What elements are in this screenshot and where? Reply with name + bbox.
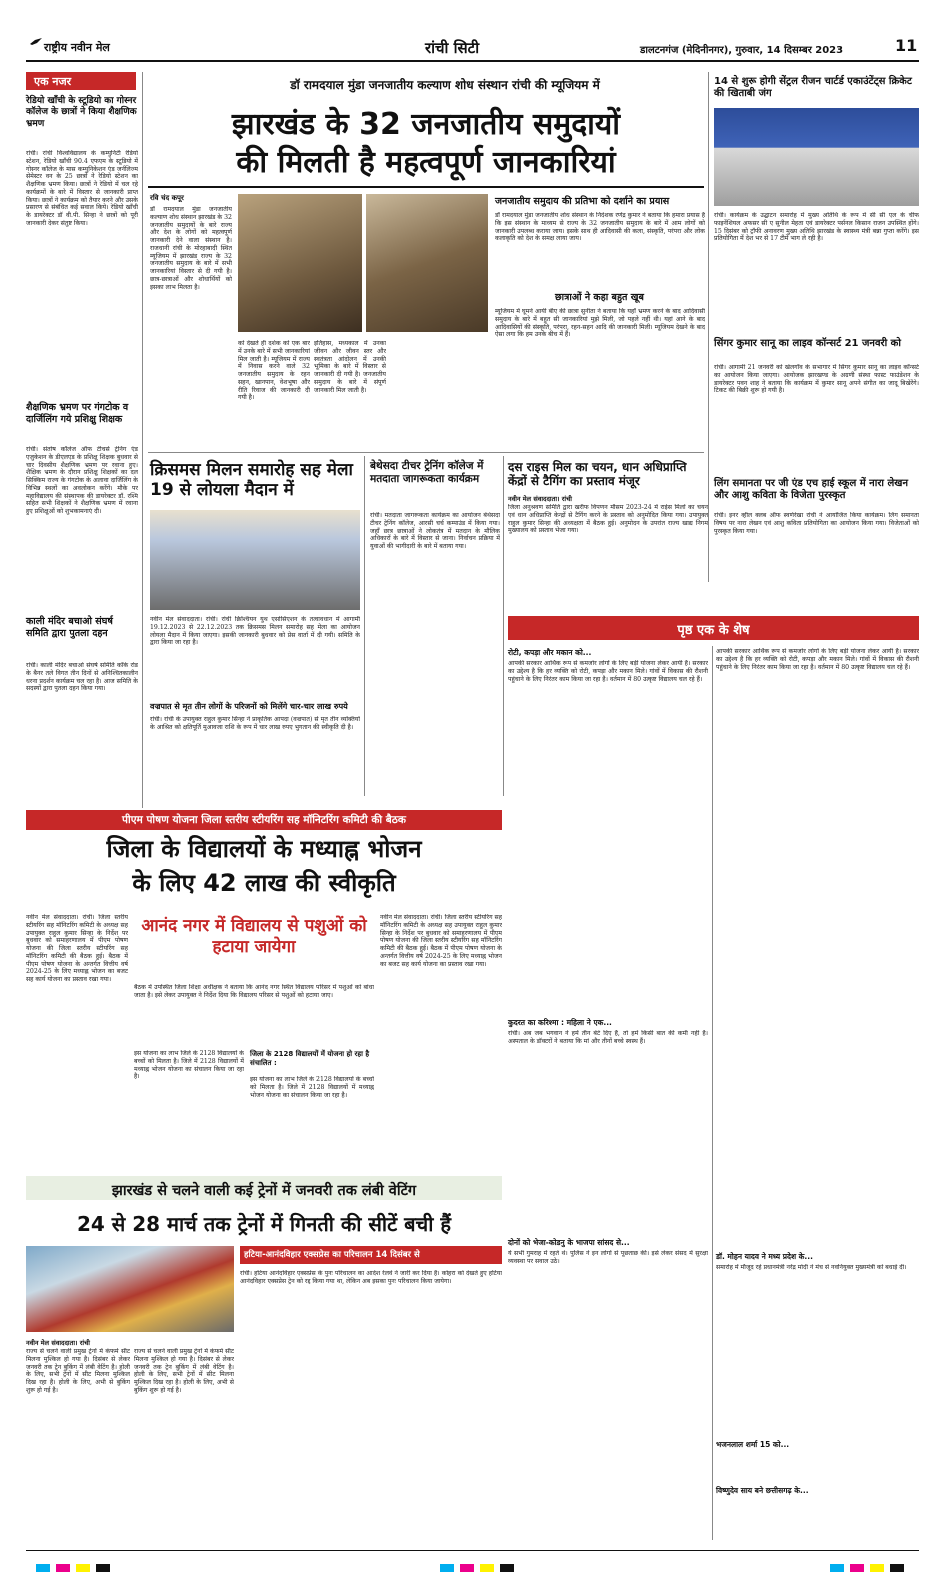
main-headline-line1: झारखंड के 32 जनजातीय समुदायों	[231, 107, 621, 142]
press-conference-photo	[714, 108, 919, 206]
main-sub2: छात्राओं ने कहा बहुत खूब	[555, 292, 644, 303]
dhan-byline: नवीन मेल संवाददाता। रांची	[508, 495, 572, 503]
main-headline-line2: की मिलती है महत्वपूर्ण जानकारियां	[236, 145, 616, 180]
main-body-col3: इतिहास, मध्यकाल में उनका जीवन और जीवन स्तर और स्वतंत्रता आंदोलन में उनकी भूमिका के बारे में विस्तार से जानकारी दी गयी है। जनजातीय समुदाय के बारे में संपूर्ण जानकारी मिल जाती है।	[314, 340, 386, 394]
pm-poshan-body3: इस योजना का लाभ जिले के 2128 विद्यालयों के बच्चों को मिलता है। जिले में 2128 विद्यालयों में मध्याह्न भोजन योजना का संचालन किया जा रहा है।	[250, 1076, 374, 1099]
vajrapat-headline: वज्रपात से मृत तीन लोगों के परिजनों को मिलेंगे चार-चार लाख रुपये	[150, 702, 348, 711]
bethesda-headline: बेथेसदा टीचर ट्रेनिंग कॉलेज में मतदाता जागरूकता कार्यक्रम	[370, 460, 484, 486]
prishth-col2-body: आपकी सरकार आर्थिक रूप से कमजोर लोगों के लिए बड़ी योजना लेकर आयी है। सरकार का उद्देश्य है कि हर व्यक्ति को रोटी, कपड़ा और मकान मिले। गांवों में विकास की रौशनी पहुंचाने के लिए निरंतर काम किया जा रहा है। वर्तमान में 80 उत्कृष्ट विद्यालय चल रहे हैं।	[716, 648, 919, 671]
column-divider	[503, 456, 504, 796]
prishth-label: पृष्ठ एक के शेष	[508, 616, 919, 640]
page-number: 11	[895, 36, 918, 55]
print-color-strip-right	[830, 1557, 910, 1573]
anand-nagar-headline: आनंद नगर में विद्यालय से पशुओं को हटाया जायेगा	[141, 916, 367, 958]
main-sub2-body: म्यूजियम में घूमने आयी बीए की छात्रा सुनीता ने बताया कि यहाँ भ्रमण करने के बाद आदिवासी समुदाय के बारे में बहुत सी जानकारियां मुझे मिली, जो पहले नहीं थी। यहां आने के बाद आदिवासियों की संस्कृति, परंपरा, रहन-सहन आदि की जानकारी मिली। म्यूजियम देखने के बाद ऐसा लगा कि हम उनके बीच में हैं।	[495, 308, 705, 339]
pm-poshan-body: नवीन मेल संवाददाता। रांची। जिला स्तरीय स्टीयरिंग सह मॉनिटरिंग कमिटी के अध्यक्ष सह उपायुक्त राहुल कुमार सिन्हा के निर्देश पर बुधवार को समाहरणालय में पीएम पोषण योजना की जिला स्तरीय स्टीयरिंग सह मॉनिटरिंग कमिटी की बैठक हुई। बैठक में पीएम पोषण योजना के अन्तर्गत वित्तीय वर्ष 2024-25 के लिए मध्याह्न भोजन का बजट सह कार्य योजना का प्रस्ताव रखा गया।	[26, 914, 128, 983]
column-divider-right	[708, 72, 709, 582]
footer-rule	[26, 1550, 919, 1551]
train-headline-line2: 24 से 28 मार्च तक ट्रेनों में गिनती की सीटें बची हैं	[76, 1212, 452, 1236]
column-divider	[142, 72, 143, 808]
section-title: रांची सिटी	[425, 39, 480, 57]
tribal-model-photo	[366, 194, 488, 332]
pm-poshan-sub: जिला के 2128 विद्यालयों में योजना हो रहा है संचालित :	[250, 1050, 370, 1068]
dhan-headline: दस राइस मिल का चयन, धान अधिप्राप्ति केंद्रों से टैगिंग का प्रस्ताव मंजूर	[508, 460, 687, 489]
prishth-item3-body: ये सभी गुमराह में रहते थे। पुलिस ने इन लोगों से पूछताछ की। इसे लेकर संसद में सुरक्षा व्यवस्था पर सवाल उठे।	[508, 1250, 708, 1265]
pm-poshan-headline-line2: के लिए 42 लाख की स्वीकृति	[132, 869, 396, 897]
headline-rule	[148, 186, 704, 188]
kumar-sanu-headline: सिंगर कुमार सानू का लाइव कॉन्सर्ट 21 जनवरी को	[714, 338, 901, 349]
prishth-item2-body: रांची। अब जब भगवान ने हमें तीन बेटे दिए हैं, तो हमें किसी बात की कमी नहीं है। अस्पताल के डॉक्टरों ने बताया कि मां और तीनों बच्चे स्वस्थ हैं।	[508, 1030, 708, 1045]
ek-nazar-item2-title: शैक्षणिक भ्रमण पर गंगटोक व दार्जिलिंग गये प्रशिक्षु शिक्षक	[26, 402, 129, 425]
story-divider	[148, 452, 704, 453]
train-sub: हटिया-आनंदविहार एक्सप्रेस का परिचालन 14 दिसंबर से	[240, 1246, 502, 1264]
prishth-item4-title: डॉ. मोहन यादव ने मध्य प्रदेश के...	[716, 1252, 813, 1261]
pm-poshan-headline-line1: जिला के विद्यालयों के मध्याह्न भोजन	[106, 835, 422, 863]
pm-poshan-body2: इस योजना का लाभ जिले के 2128 विद्यालयों के बच्चों को मिलता है। जिले में 2128 विद्यालयों में मध्याह्न भोजन योजना का संचालन किया जा रहा है।	[134, 1050, 244, 1081]
train-photo	[26, 1246, 234, 1332]
museum-photo	[238, 194, 362, 332]
ek-nazar-item3-title: काली मंदिर बचाओ संघर्ष समिति द्वारा पुतला दहन	[26, 616, 113, 639]
prishth-item2-title: कुदरत का करिश्मा : महिला ने एक...	[508, 1018, 612, 1027]
train-body-col2: राज्य से चलने वाली प्रमुख ट्रेनों में कंफर्म सीट मिलना मुश्किल हो गया है। दिसंबर से लेकर जनवरी तक ट्रेन बुकिंग में लंबी वेटिंग है। होली के लिए, सभी ट्रेनों में सीट मिलना मुश्किल दिख रहा है। होली के लिए, अभी से बुकिंग शुरू हो गई है।	[134, 1348, 234, 1394]
cricket-headline: 14 से शुरू होगी सेंट्रल रीजन चार्टर्ड एकाउंटेंट्स क्रिकेट की खिताबी जंग	[714, 76, 912, 99]
dhan-body: जिला अनुश्रवण समिति द्वारा खरीफ विपणन मौसम 2023-24 में राईस मिलों का चयन एवं धान अधिप्राप्ति केन्द्रों से टैगिंग करने के प्रस्ताव को अनुमोदित किया गया। उपायुक्त राहुल कुमार सिन्हा की अध्यक्षता में बैठक हुई। अनुमोदन के उपरांत राज्य खाद्य निगम मुख्यालय को प्रस्ताव भेजा गया।	[508, 504, 708, 535]
main-byline: रवि चंद कपूर	[150, 194, 184, 202]
dateline: डालटनगंज (मेदिनीनगर), गुरुवार, 14 दिसम्बर 2023	[640, 45, 844, 56]
masthead: राष्ट्रीय नवीन मेल	[44, 41, 110, 54]
christmas-press-photo	[150, 510, 360, 610]
main-body-col2: को देखते ही दर्शक को एक बार में उनके बारे में सभी जानकारियां मिल जाती है। म्यूजियम में राज्य में निवास करने वाले 32 जनजातीय समुदाय के रहन सहन, खानपान, वेशभूषा और रीति रिवाज की जानकारी दी गयी है।	[238, 340, 310, 402]
gender-equality-body: रांची। इनर व्हील क्लब ऑफ स्वर्णरेखा रांची ने आयोजित किया कार्यक्रम। लिंग समानता विषय पर नारा लेखन एवं आशु कविता प्रतियोगिता का आयोजन किया गया। विजेताओं को पुरस्कृत किया गया।	[714, 512, 919, 535]
prishth-item3-title: दोनों को भेजा-कोडनु के भाजपा सांसद से...	[508, 1238, 630, 1247]
main-body-col1: डॉ रामदयाल मुंडा जनजातीय कल्याण शोध संस्थान झारखंड के 32 जनजातीय समुदायों के बारे राज्य और देश के लोगों को महत्वपूर्ण जानकारी देने वाला संस्थान है। राजधानी रांची के मोरहाबादी स्थित म्यूजियम में झारखंड राज्य के 32 जनजातीय समुदाय के बारे में सभी जानकारियां विस्तार से दी गयी है। छात्र-छात्राओं और शोधार्थियों को इसका लाभ मिलता है।	[150, 206, 232, 291]
train-body: राज्य से चलने वाली प्रमुख ट्रेनों में कंफर्म सीट मिलना मुश्किल हो गया है। दिसंबर से लेकर जनवरी तक ट्रेन बुकिंग में लंबी वेटिंग है। होली के लिए, सभी ट्रेनों में सीट मिलना मुश्किल दिख रहा है। होली के लिए, अभी से बुकिंग शुरू हो गई है।	[26, 1348, 130, 1394]
pm-poshan-bar: पीएम पोषण योजना जिला स्तरीय स्टीयरिंग सह मॉनिटरिंग कमिटी की बैठक	[26, 810, 502, 830]
prishth-item1-body: आपकी सरकार आर्थिक रूप से कमजोर लोगों के लिए बड़ी योजना लेकर आयी है। सरकार का उद्देश्य है कि हर व्यक्ति को रोटी, कपड़ा और मकान मिले। गांवों में विकास की रौशनी पहुंचाने के लिए निरंतर काम किया जा रहा है। वर्तमान में 80 उत्कृष्ट विद्यालय चल रहे हैं।	[508, 660, 708, 683]
prishth-item6-title: विष्णुदेव साय बने छत्तीसगढ़ के...	[716, 1486, 809, 1495]
anand-nagar-body: बैठक में उपस्थित जिला शिक्षा अधीक्षक ने बताया कि आनंद नगर स्थित विद्यालय परिसर में पशुओं को बांधा जाता है। इसे लेकर उपायुक्त ने निर्देश दिया कि विद्यालय परिसर से पशुओं को हटाया जाए।	[134, 984, 374, 999]
ek-nazar-item1-title: रेडियो खाँची के स्टूडियो का गोस्नर कॉलेज के छात्रों ने किया शैक्षणिक भ्रमण	[26, 96, 137, 129]
print-color-strip-center	[440, 1557, 520, 1573]
pm-poshan-body4: नवीन मेल संवाददाता। रांची। जिला स्तरीय स्टीयरिंग सह मॉनिटरिंग कमिटी के अध्यक्ष सह उपायुक्त राहुल कुमार सिन्हा के निर्देश पर बुधवार को समाहरणालय में पीएम पोषण योजना की जिला स्तरीय स्टीयरिंग सह मॉनिटरिंग कमिटी की बैठक हुई। बैठक में पीएम पोषण योजना के अन्तर्गत वित्तीय वर्ष 2024-25 के लिए मध्याह्न भोजन का बजट सह कार्य योजना का प्रस्ताव रखा गया।	[380, 914, 502, 968]
prishth-item1-title: रोटी, कपड़ा और मकान को...	[508, 648, 592, 657]
ek-nazar-item2-body: रांची। संतोष कॉलेज ऑफ टीचर्स ट्रेनिंग एंड एजुकेशन के डीएलएड के प्रशिक्षु शिक्षक बुधवार से चार दिवसीय शैक्षणिक भ्रमण पर रवाना हुए। शैक्षिक भ्रमण के दौरान प्रशिक्षु शिक्षकों का दल सिक्किम राज्य के गंगटोक के अलावा दार्जिलिंग के विभिन्न स्थलों का अवलोकन करेंगे। मौके पर महाविद्यालय की संस्थापक की डायरेक्टर डॉ. रश्मि सहित सभी शिक्षकों ने शैक्षणिक भ्रमण में रवाना हुए प्रशिक्षुओं को शुभकामनाएं दी।	[26, 446, 138, 515]
ek-nazar-item3-body: रांची। काली मंदिर बचाओ संघर्ष समिति काँके रोड के बैनर तले विगत तीन दिनों से अनिश्चितकालीन धरना प्रदर्शन कार्यक्रम चल रहा है। आज समिति के सदस्यों द्वारा पुतला दहन किया गया।	[26, 662, 138, 693]
train-byline: नवीन मेल संवाददाता। रांची	[26, 1339, 90, 1347]
main-kicker: डॉ रामदयाल मुंडा जनजातीय कल्याण शोध संस्थान रांची की म्यूजियम में	[290, 78, 600, 92]
main-sub1: जनजातीय समुदाय की प्रतिभा को दर्शाने का प्रयास	[495, 196, 670, 207]
column-divider	[364, 456, 365, 796]
kumar-sanu-body: रांची। आगामी 21 जनवरी को खेलगाँव के सभागार में सिंगर कुमार सानू का लाइव कॉन्सर्ट का आयोजन किया जाएगा। आयोजक झारखण्ड के अग्रणी संस्था फास्ट फाउंडेशन के डायरेक्टर पवन शाह ने बताया कि कार्यक्रम में कुमार सानू अपने संगीत का जादू बिखेरेंगे। टिकट की बिक्री शुरू हो गयी है।	[714, 364, 919, 395]
gender-equality-headline: लिंग समानता पर जी एंड एच हाई स्कूल में नारा लेखन और आशु कविता के विजेता पुरस्कृत	[714, 478, 908, 501]
page-header	[0, 0, 945, 56]
bird-logo-icon	[30, 36, 42, 48]
train-headline-line1: झारखंड से चलने वाली कई ट्रेनों में जनवरी तक लंबी वेटिंग	[111, 1183, 417, 1199]
prishth-item4-body: समारोह में मौजूद रहे प्रधानमंत्री नरेंद्र मोदी ने मंच से नवनियुक्त मुख्यमंत्री को बधाई दी।	[716, 1264, 907, 1271]
ek-nazar-label: एक नजर	[26, 72, 136, 90]
print-color-strip	[36, 1557, 116, 1573]
bethesda-body: रांची। मतदाता जागरूकता कार्यक्रम का आयोजन बेथेसदा टीचर ट्रेनिंग कॉलेज, आरसी चर्च कम्पाउंड में किया गया। जहाँ छात्र छात्राओं ने लोकतंत्र में मतदान के मौलिक अधिकारों के बारे में विस्तार से जाना। निर्वाचन प्रक्रिया में युवाओं की भागीदारी के बारे में बताया गया।	[370, 512, 500, 550]
main-sub1-body: डॉ रामदयाल मुंडा जनजातीय शोध संस्थान के निदेशक रणेंद्र कुमार ने बताया कि हमारा प्रयास है कि इस संस्थान के माध्यम से राज्य के 32 जनजातीय समुदाय के बारे में आम लोगों को जानकारी उपलब्ध कराया जाय। इसके साथ ही आदिवासी की कला, संस्कृति, परंपरा और लोक कलाकृति को देश के समक्ष लाया जाय।	[495, 212, 705, 243]
column-divider	[712, 646, 713, 1540]
vajrapat-body: रांची। रांची के उपायुक्त राहुल कुमार सिन्हा ने प्राकृतिक आपदा (वज्रपात) से मृत तीन व्यक्तियों के आश्रित को क्षतिपूर्ति मुआवजा राशि के रूप में चार लाख रुपए भुगतान की स्वीकृति दी है।	[150, 716, 360, 731]
cricket-body: रांची। कार्यक्रम के उद्घाटन समारोह में मुख्य अतिथि के रूप में सी सी एल के चीफ फाइनेंशियल अफसर सी ए सुनील मेहता एवं डायरेक्टर पर्सनल किसान राजन उपस्थित होंगे। 15 दिसंबर को ट्रॉफी अनावरण मुख्य अतिथि झारखंड के स्वास्थ्य मंत्री बन्ना गुप्ता करेंगे। इस प्रतियोगिता में देश भर से 17 टीमें भाग ले रही है।	[714, 212, 919, 243]
ek-nazar-item1-body: रांची। रांची विश्वविद्यालय के कम्युनिटी रेडियो स्टेशन, रेडियो खाँची 90.4 एफएम के स्टूडियो में गोस्नर कॉलेज के मास कम्युनिकेशन एंड जर्नलिज्म सेमेस्टर वन के 25 छात्रों ने रेडियो स्टेशन का शैक्षणिक भ्रमण किया। छात्रों ने रेडियो में चल रहे कार्यक्रमों के बारे में विस्तार से जानकारी प्राप्त किया। छात्रों ने कार्यक्रम को तैयार करने और उसके प्रसारण से संबंधित कई सवाल किये। रेडियो खाँची के डायरेक्टर डॉ वी.पी. सिन्हा ने छात्रों को पूरी जानकारी देकर संतुष्ट किया।	[26, 150, 138, 227]
prishth-item5-title: भजनलाल शर्मा 15 को...	[716, 1440, 790, 1449]
christmas-headline: क्रिसमस मिलन समारोह सह मेला 19 से लोयला मैदान में	[150, 460, 353, 501]
header-rule	[26, 60, 919, 62]
christmas-body: नवीन मेल संवाददाता। रांची। रांची क्रिश्चियन युथ एसोसिएशन के तत्वावधान में आगामी 19.12.2023 से 22.12.2023 तक क्रिसमस मिलन समारोह सह मेला का आयोजन लोयला मैदान में किया जाएगा। इसकी जानकारी बुधवार को प्रेस वार्ता में दी गयी। समिति के द्वारा किया जा रहा है।	[150, 616, 360, 647]
train-sub-body: रांची। हटिया आनंदविहार एक्सप्रेस के पुनः परिचालन का आदेश रेलवे ने जारी कर दिया है। कोहरा को देखते हुए हटिया आनंदविहार एक्सप्रेस ट्रेन को रद्द किया गया था, लेकिन अब इसका पुनः परिचालन किया जायेगा।	[240, 1270, 502, 1285]
